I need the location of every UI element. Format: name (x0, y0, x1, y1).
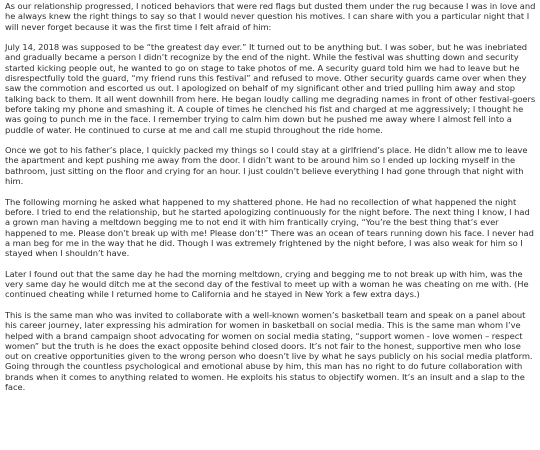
paragraph-fathers-place: Once we got to his father’s place, I quickly packed my things so I could stay at a girlfriend’s place. He didn’t allow me to leave the apartment and kept pushing me away from the door. I didn’t want to be around him so I ended up locking myself in the bathroom, just sitting on the floor and crying for an hour. I just couldn’t believe everything I had gone through that night with him. (5, 145, 528, 187)
paragraph-red-flags: As our relationship progressed, I noticed behaviors that were red flags but dusted them under the rug because I was in love and he always knew the right things to say so that I would never question his motives. I can share with you a particular night that I will never forget because it was the first time I felt afraid of him: (5, 1, 536, 32)
paragraph-following-morning: The following morning he asked what happened to my shattered phone. He had no recollection of what happened the night before. I tried to end the relationship, but he started apologizing continuously for the night before. The next thing I know, I had a grown man having a meltdown begging me to not end it with him frantically crying, “You’re the best thing that’s ever happened to me. Please don’t break up with me! Please don’t!” There was an ocean of tears running down his face. I never had a man beg for me in the way that he did. Though I was extremely frightened by the night before, I was also weak for him so I stayed when I shouldn’t have. (5, 196, 534, 259)
paragraph-festival-night: July 14, 2018 was supposed to be “the greatest day ever.” It turned out to be anything but. I was sober, but he was inebriated and gradually became a person I didn’t recognize by the end of the night. While the festival was shutting down and security started kicking people out, he wanted to go on stage to take photos of me. A security guard told him we had to leave but he disrespectfully told the guard, “my friend runs this festival” and refused to move. Other security guards came over when they saw the commotion and escorted us out. I apologized on behalf of my significant other and tried pulling him away and stop talking back to them. It all went downhill from here. He began loudly calling me degrading names in front of other festival-goers before taking my phone and smashing it. A couple of times he clenched his fist and charged at me aggressively; I thought he was going to punch me in the face. I remember trying to calm him down but he pushed me away where I almost fell into a puddle of water. He continued to curse at me and call me stupid throughout the ride home. (5, 42, 536, 135)
paragraph-cheating: Later I found out that the same day he had the morning meltdown, crying and begging me to not break up with him, was the very same day he would ditch me at the second day of the festival to meet up with a woman he was cheating on me with. (He continued cheating while I returned home to California and he stayed in New York a few extra days.) (5, 268, 529, 300)
paragraph-public-image: This is the same man who was invited to collaborate with a well-known women’s basketball team and speak on a panel about his career journey, later expressing his admiration for women in basketball on social media. This is the same man whom I’ve helped with a brand campaign shoot advocating for women on social media stating, “support women - love women – respect women” but the truth is he does the exact opposite behind closed doors. It’s not fair to the honest, supportive men who lose out on creative opportunities given to the wrong person who doesn’t live by what he says publicly on his social media platform. Going through the countless psychological and emotional abuse by him, this man has no right to do future collaboration with brands when it comes to anything related to women. He exploits his status to objectify women. It’s an insult and a slap to the face. (5, 309, 533, 392)
